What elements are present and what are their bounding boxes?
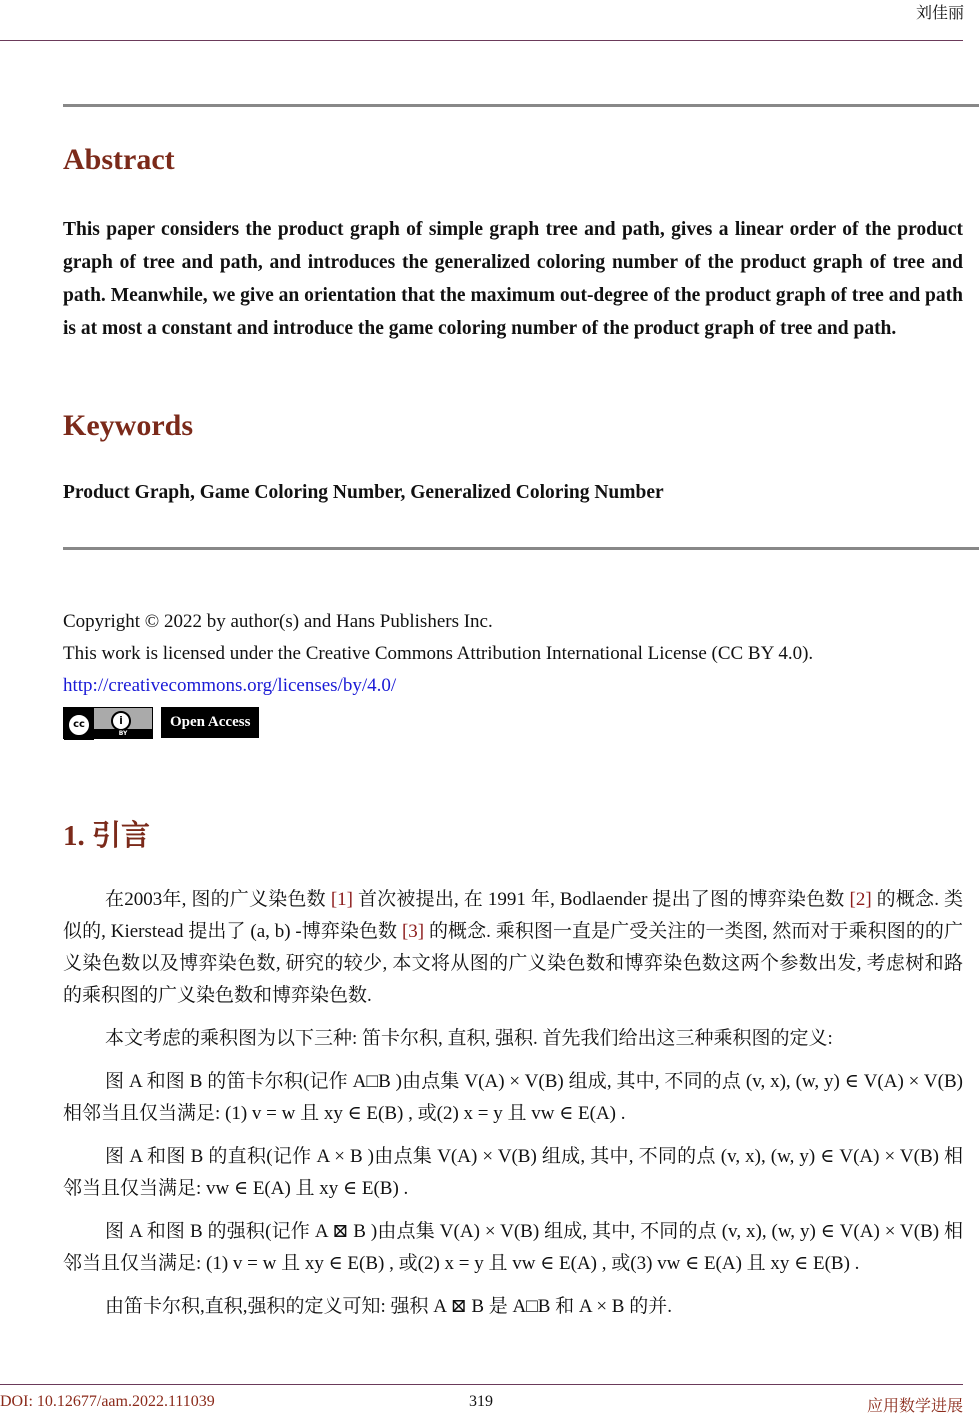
paragraph: 图 A 和图 B 的强积(记作 A ⊠ B )由点集 V(A) × V(B) 组成, 其中, 不同的点 (v, x), (w, y) ∈ V(A) × V(B) 相邻当且仅当满足: (1) v = w 且 xy ∈ E(B) , 或(2) x = y 且 vw ∈ E(A) , 或(3) vw ∈ E(A) 且 xy ∈ E(B) . [63,1221,963,1274]
by-label: BY [94,729,152,738]
footer-doi[interactable]: DOI: 10.12677/aam.2022.111039 [0,1393,215,1410]
license-line: This work is licensed under the Creative Commons Attribution International License (CC BY 4.0). [63,643,814,664]
citation-link[interactable]: [2] [849,889,872,910]
section-heading: 1. 引言 [63,820,151,852]
copyright-block [63,606,813,702]
keywords-text: Product Graph, Game Coloring Number, Generalized Coloring Number [63,482,664,503]
paragraph: 本文考虑的乘积图为以下三种: 笛卡尔积, 直积, 强积. 首先我们给出这三种乘积图的定义: [105,1028,833,1049]
divider [63,104,979,107]
divider [63,547,979,550]
cc-by-badge[interactable] [63,707,153,739]
citation-link[interactable]: [1] [330,889,353,910]
cc-icon: cc [67,713,91,737]
footer-journal: 应用数学进展 [866,1398,963,1415]
header-rule [0,40,963,41]
footer-rule [0,1384,963,1385]
abstract-heading: Abstract [63,143,175,176]
paragraph: 由笛卡尔积,直积,强积的定义可知: 强积 A ⊠ B 是 A□B 和 A × B 的并. [105,1296,672,1317]
open-access-badge: Open Access [161,707,259,738]
paragraph: 在2003年, 图的广义染色数 [1] 首次被提出, 在 1991 年, Bodlaender 提出了图的博弈染色数 [2] 的概念. 类似的, Kierstead 提出了 (a, b) -博弈染色数 [3] 的概念. 乘积图一直是广受关注的一类图, 然而对于乘积图的的广义染色数以及博弈染色数, 研究的较少, 本文将从图的广义染色数和博弈染色数这两个参数出发, 考虑树和路的乘积图的广义染色数和博弈染色数. [63,889,963,1006]
license-badges [63,707,259,739]
section-body [63,884,963,1334]
abstract-text: This paper considers the product graph of simple graph tree and path, gives a linear order of the product graph of tree and path, and introduces the generalized coloring number of the product graph of tree and path. Meanwhile, we give an orientation that the maximum out-degree of the product graph of tree and path is at most a constant and introduce the game coloring number of the product graph of tree and path. [63,219,963,339]
license-link[interactable]: http://creativecommons.org/licenses/by/4.0/ [63,675,397,696]
header-author: 刘佳丽 [915,5,964,22]
copyright-line: Copyright © 2022 by author(s) and Hans Publishers Inc. [63,611,493,632]
paragraph: 图 A 和图 B 的笛卡尔积(记作 A□B )由点集 V(A) × V(B) 组成, 其中, 不同的点 (v, x), (w, y) ∈ V(A) × V(B) 相邻当且仅当满足: (1) v = w 且 xy ∈ E(B) , 或(2) x = y 且 vw ∈ E(A) . [63,1071,963,1124]
citation-link[interactable]: [3] [401,921,425,942]
keywords-heading: Keywords [63,409,193,442]
paragraph: 图 A 和图 B 的直积(记作 A × B )由点集 V(A) × V(B) 组成, 其中, 不同的点 (v, x), (w, y) ∈ V(A) × V(B) 相邻当且仅当满足: vw ∈ E(A) 且 xy ∈ E(B) . [63,1146,963,1199]
page-number: 319 [469,1393,493,1410]
attribution-icon: i [111,711,131,731]
